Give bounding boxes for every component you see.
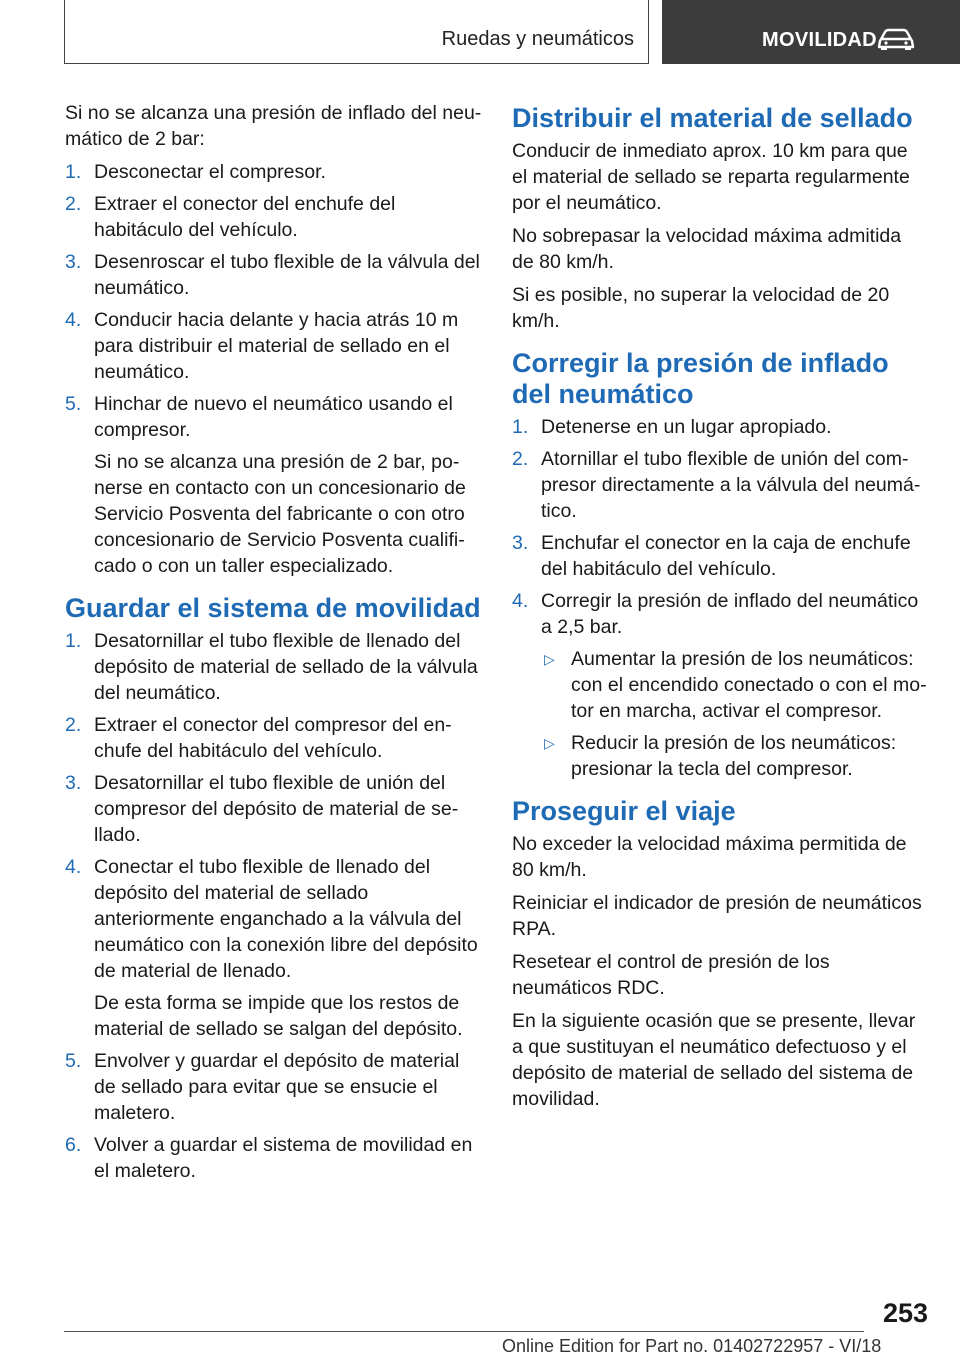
triangle-bullet-icon: ▷: [544, 735, 555, 751]
list-item: [512, 414, 928, 440]
header-chapter-title: MOVILIDAD: [762, 29, 877, 51]
list-item: [65, 628, 483, 706]
step-number: 4.: [512, 590, 529, 612]
steps-list-2: [65, 628, 483, 1184]
step-number: 2.: [65, 714, 82, 736]
step-number: 3.: [65, 772, 82, 794]
list-item: [65, 1048, 483, 1126]
header-section-box: [64, 0, 649, 64]
steps-list-1: [65, 159, 483, 579]
list-item: [65, 159, 483, 185]
header-section-title: Ruedas y neumáticos: [441, 28, 634, 50]
paragraph: En la siguiente ocasión que se presente, llevar a que sustituyan el neumático defectuoso y el depósito de material de sellado del sistema de movilidad.: [512, 1010, 916, 1110]
list-item: [65, 770, 483, 848]
step-number: 5.: [65, 393, 82, 415]
car-icon: [876, 27, 916, 51]
list-item: [65, 854, 483, 1042]
step-text: Desatornillar el tubo flexible de llenado del depósito de material de sellado de la válvula del neumático.: [94, 630, 478, 704]
step-number: 2.: [65, 193, 82, 215]
step-note: Si no se alcanza una presión de 2 bar, ponerse en contacto con un concesionario de Servicio Posventa del fabricante o con otro concesionario de Servicio Posventa cualificado o con un taller especializado.: [94, 451, 466, 577]
steps-list-3: [512, 414, 928, 782]
footer-divider: [64, 1331, 864, 1332]
step-number: 1.: [65, 161, 82, 183]
paragraph: No sobrepasar la velocidad máxima admitida de 80 km/h.: [512, 225, 902, 273]
section-heading: Corregir la presión de inflado del neumático: [512, 348, 889, 409]
step-number: 2.: [512, 448, 529, 470]
paragraph: Conducir de inmediato aprox. 10 km para que el material de sellado se reparta regularmente por el neumático.: [512, 140, 910, 214]
step-number: 5.: [65, 1050, 82, 1072]
section-heading: Proseguir el viaje: [512, 796, 736, 826]
step-text: Detenerse en un lugar apropiado.: [541, 416, 832, 438]
step-number: 1.: [65, 630, 82, 652]
step-number: 4.: [65, 856, 82, 878]
step-number: 4.: [65, 309, 82, 331]
step-number: 1.: [512, 416, 529, 438]
bullet-text: Reducir la presión de los neumáticos: presionar la tecla del compresor.: [571, 732, 897, 780]
list-item: [65, 191, 483, 243]
header-chapter-tab: [662, 0, 960, 64]
list-item: [65, 391, 483, 579]
paragraph: Resetear el control de presión de los neumáticos RDC.: [512, 951, 830, 999]
step-text: Envolver y guardar el depósito de material de sellado para evitar que se ensucie el maletero.: [94, 1050, 460, 1124]
paragraph: Reiniciar el indicador de presión de neumáticos RPA.: [512, 892, 922, 940]
step-number: 3.: [65, 251, 82, 273]
step-text: Hinchar de nuevo el neumático usando el compresor.: [94, 393, 453, 441]
step-text: Conducir hacia delante y hacia atrás 10 m para distribuir el material de sellado en el neumático.: [94, 309, 459, 383]
step-text: Extraer el conector del compresor del enchufe del habitáculo del vehículo.: [94, 714, 452, 762]
page-number: 253: [882, 1298, 928, 1328]
list-item: [65, 1132, 483, 1184]
bullet-text: Aumentar la presión de los neumáticos: con el encendido conectado o con el motor en marcha, activar el compresor.: [571, 648, 927, 722]
step-text: Atornillar el tubo flexible de unión del compresor directamente a la válvula del neumático.: [541, 448, 921, 522]
bullet-list: [541, 646, 928, 782]
step-number: 3.: [512, 532, 529, 554]
left-column: [65, 100, 483, 1190]
footer-edition: Online Edition for Part no. 01402722957 - VI/18: [502, 1336, 882, 1356]
step-text: Enchufar el conector en la caja de enchufe del habitáculo del vehículo.: [541, 532, 911, 580]
list-item: [65, 307, 483, 385]
triangle-bullet-icon: ▷: [544, 651, 555, 667]
step-text: Desenroscar el tubo flexible de la válvula del neumático.: [94, 251, 480, 299]
list-item: [65, 712, 483, 764]
step-text: Desconectar el compresor.: [94, 161, 326, 183]
step-text: Desatornillar el tubo flexible de unión del compresor del depósito de material de sellado.: [94, 772, 459, 846]
step-text: Extraer el conector del enchufe del habitáculo del vehículo.: [94, 193, 396, 241]
intro-paragraph: Si no se alcanza una presión de inflado del neumático de 2 bar:: [65, 102, 482, 150]
paragraph: No exceder la velocidad máxima permitida de 80 km/h.: [512, 833, 907, 881]
step-number: 6.: [65, 1134, 82, 1156]
list-item: [512, 530, 928, 582]
step-text: Conectar el tubo flexible de llenado del depósito del material de sellado anteriormente enganchado a la válvula del neumático con la conexión libre del depósito de material de llenado.: [94, 856, 478, 982]
bullet-item: [541, 730, 928, 782]
list-item: [512, 588, 928, 782]
step-text: Volver a guardar el sistema de movilidad en el maletero.: [94, 1134, 473, 1182]
section-heading: Guardar el sistema de movilidad: [65, 593, 481, 623]
bullet-item: [541, 646, 928, 724]
list-item: [512, 446, 928, 524]
list-item: [65, 249, 483, 301]
right-column: [512, 100, 928, 1119]
paragraph: Si es posible, no superar la velocidad de 20 km/h.: [512, 284, 890, 332]
step-text: Corregir la presión de inflado del neumático a 2,5 bar.: [541, 590, 919, 638]
section-heading: Distribuir el material de sellado: [512, 103, 913, 133]
step-note: De esta forma se impide que los restos de material de sellado se salgan del depósito.: [94, 992, 463, 1040]
